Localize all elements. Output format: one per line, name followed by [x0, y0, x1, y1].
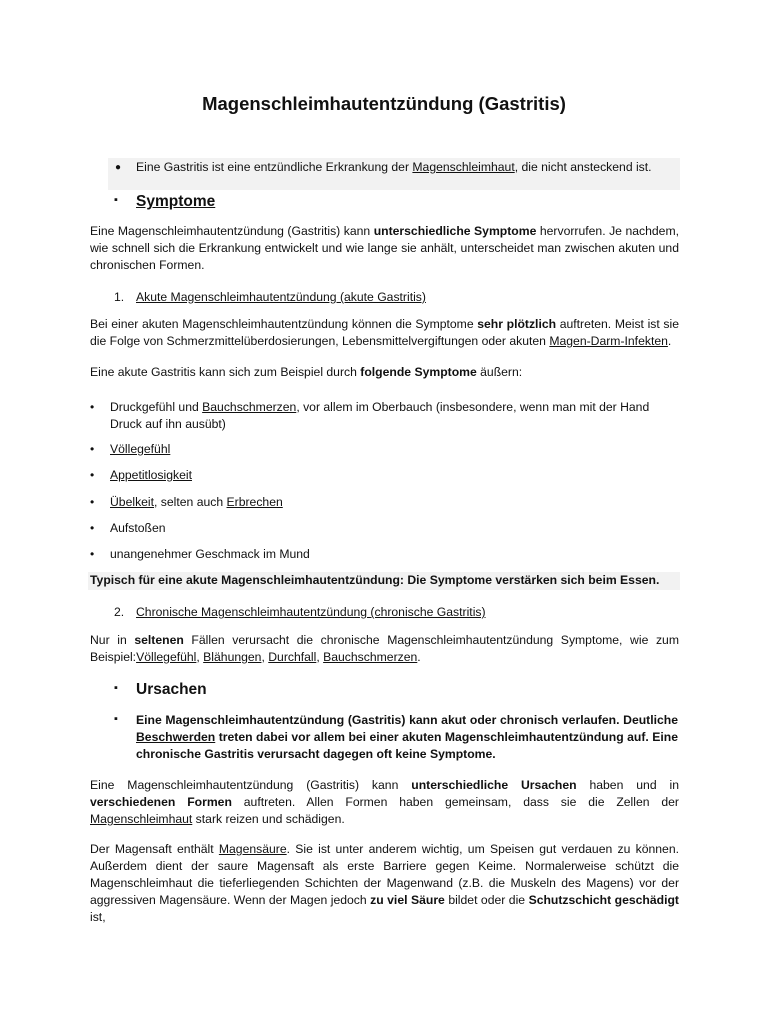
- link-beschwerden[interactable]: Beschwerden: [136, 730, 216, 744]
- link-bauchschmerzen-2[interactable]: Bauchschmerzen: [323, 650, 418, 664]
- list-bullet-1: •: [90, 400, 95, 414]
- list-item-3: [110, 467, 192, 484]
- link-uebelkeit[interactable]: Übelkeit: [110, 495, 155, 509]
- intro-text-post: , die nicht ansteckend ist.: [514, 160, 652, 174]
- sub2-number: 2.: [114, 605, 125, 619]
- list-bullet-4: •: [90, 495, 95, 509]
- intro-text: [136, 159, 676, 176]
- sub1-heading: Akute Magenschleimhautentzündung (akute Gastritis): [136, 290, 426, 304]
- link-bauchschmerzen[interactable]: Bauchschmerzen: [202, 400, 297, 414]
- para1-pre: Eine Magenschleimhautentzündung (Gastritis) kann: [90, 224, 374, 238]
- list-item-1-pre: Druckgefühl und: [110, 400, 203, 414]
- para4-end: .: [417, 650, 421, 664]
- link-magen-darm-infekten[interactable]: Magen-Darm-Infekten: [549, 334, 668, 348]
- link-magensaeure[interactable]: Magensäure: [218, 842, 287, 856]
- para6-bold-2: Schutzschicht geschädigt: [528, 893, 679, 907]
- para2-pre: Bei einer akuten Magenschleimhautentzündung können die Symptome: [90, 317, 478, 331]
- link-magenschleimhaut[interactable]: Magenschleimhaut: [412, 160, 515, 174]
- list-bullet-3: •: [90, 468, 95, 482]
- list-item-1-post: , vor allem im Oberbauch (insbesondere, wenn man mit der Hand Druck auf ihn ausübt): [110, 400, 650, 431]
- para5-bold-2: verschiedenen Formen: [90, 795, 232, 809]
- para2-post: .: [667, 334, 672, 348]
- link-magenschleimhaut-2[interactable]: Magenschleimhaut: [90, 812, 193, 826]
- list-bullet-6: •: [90, 547, 95, 561]
- symptome-paragraph-4: [90, 632, 679, 666]
- para6-mid-2: bildet oder die: [444, 893, 529, 907]
- para5-mid-1: haben und in: [576, 778, 679, 792]
- list-item-2: [110, 441, 170, 458]
- ursachen-paragraph-1: [90, 777, 679, 828]
- ursachen-heading: Ursachen: [136, 681, 207, 698]
- highlight-text: [90, 572, 659, 589]
- link-erbrechen[interactable]: Erbrechen: [226, 495, 283, 509]
- symptome-paragraph-3: [90, 364, 679, 381]
- sub1-number: 1.: [114, 290, 125, 304]
- para5-post: stark reizen und schädigen.: [192, 812, 345, 826]
- para6-pre: Der Magensaft enthält: [90, 842, 219, 856]
- ursachen-bullet: ▪: [114, 682, 118, 694]
- intro-bullet: ●: [115, 162, 122, 173]
- para5-pre: Eine Magenschleimhautentzündung (Gastritis) kann: [90, 778, 412, 792]
- para3-post: äußern:: [476, 365, 523, 379]
- symptome-bullet: ▪: [114, 194, 118, 206]
- list-item-5: Aufstoßen: [110, 521, 166, 535]
- para5-mid-2: auftreten. Allen Formen haben gemeinsam, dass sie die Zellen der: [231, 795, 679, 809]
- ursachen-bold-paragraph: [136, 712, 678, 763]
- para5-bold-1: unterschiedliche Ursachen: [411, 778, 577, 792]
- list-bullet-2: •: [90, 442, 95, 456]
- link-appetitlosigkeit[interactable]: Appetitlosigkeit: [110, 468, 192, 482]
- symptome-heading: Symptome: [136, 193, 216, 210]
- para6-bold-1: zu viel Säure: [370, 893, 445, 907]
- sub2-heading: Chronische Magenschleimhautentzündung (chronische Gastritis): [136, 605, 486, 619]
- para4-bold: seltenen: [134, 633, 184, 647]
- bold-para-pre: Eine Magenschleimhautentzündung (Gastritis) kann akut oder chronisch verlaufen. Deutliche: [136, 713, 678, 727]
- list-item-1: [110, 399, 680, 433]
- para4-sep-1: ,: [196, 650, 204, 664]
- bold-para-post: treten dabei vor allem bei einer akuten Magenschleimhautentzündung auf. Eine chronische Gastritis verursacht dagegen oft keine Symptome.: [136, 730, 678, 761]
- para1-bold: unterschiedliche Symptome: [373, 224, 537, 238]
- para6-mid-1: . Sie ist unter anderem wichtig, um Speisen gut verdauen zu können. Außerdem dient der saure Magensaft als erste Barriere gegen Keime. Normalerweise schützt die Magenschleimhaut die tieferliegenden Schichten der Magenwand (z.B. die Muskeln des Magens) vor der aggressiven Magensäure. Wenn der Magen jedoch: [90, 842, 679, 907]
- ursachen-sub-bullet: ▪: [114, 713, 118, 725]
- para4-mid: Fällen verursacht die chronische Magenschleimhautentzündung Symptome, wie zum Beispiel:: [90, 633, 679, 664]
- list-item-4-mid: , selten auch: [154, 495, 227, 509]
- para4-pre: Nur in: [90, 633, 135, 647]
- symptome-paragraph-2: [90, 316, 679, 350]
- list-item-6: unangenehmer Geschmack im Mund: [110, 547, 310, 561]
- para1-post: hervorrufen. Je nachdem, wie schnell sich die Erkrankung entwickelt und wie lange sie anhält, unterscheidet man zwischen akuten und chronischen Formen.: [90, 224, 679, 272]
- link-blaehungen[interactable]: Blähungen: [203, 650, 262, 664]
- symptome-paragraph-1: [90, 223, 679, 274]
- highlight-bold: Typisch für eine akute Magenschleimhautentzündung: Die Symptome verstärken sich beim Essen.: [90, 573, 660, 587]
- document-title: Magenschleimhautentzündung (Gastritis): [202, 93, 566, 114]
- para2-bold: sehr plötzlich: [477, 317, 557, 331]
- para2-mid: auftreten. Meist ist sie die Folge von Schmerzmittelüberdosierungen, Lebensmittelvergiftungen oder akuten: [90, 317, 679, 348]
- para3-bold: folgende Symptome: [360, 365, 477, 379]
- link-durchfall[interactable]: Durchfall: [268, 650, 317, 664]
- link-voellegefuehl[interactable]: Völlegefühl: [110, 442, 171, 456]
- para6-post: ist,: [90, 910, 106, 924]
- ursachen-paragraph-2: [90, 841, 679, 926]
- intro-text-pre: Eine Gastritis ist eine entzündliche Erkrankung der: [136, 160, 413, 174]
- list-item-4: [110, 494, 283, 511]
- para3-pre: Eine akute Gastritis kann sich zum Beispiel durch: [90, 365, 361, 379]
- para4-sep-3: ,: [316, 650, 324, 664]
- link-voellegefuehl-2[interactable]: Völlegefühl: [136, 650, 197, 664]
- list-bullet-5: •: [90, 521, 95, 535]
- para4-sep-2: ,: [261, 650, 269, 664]
